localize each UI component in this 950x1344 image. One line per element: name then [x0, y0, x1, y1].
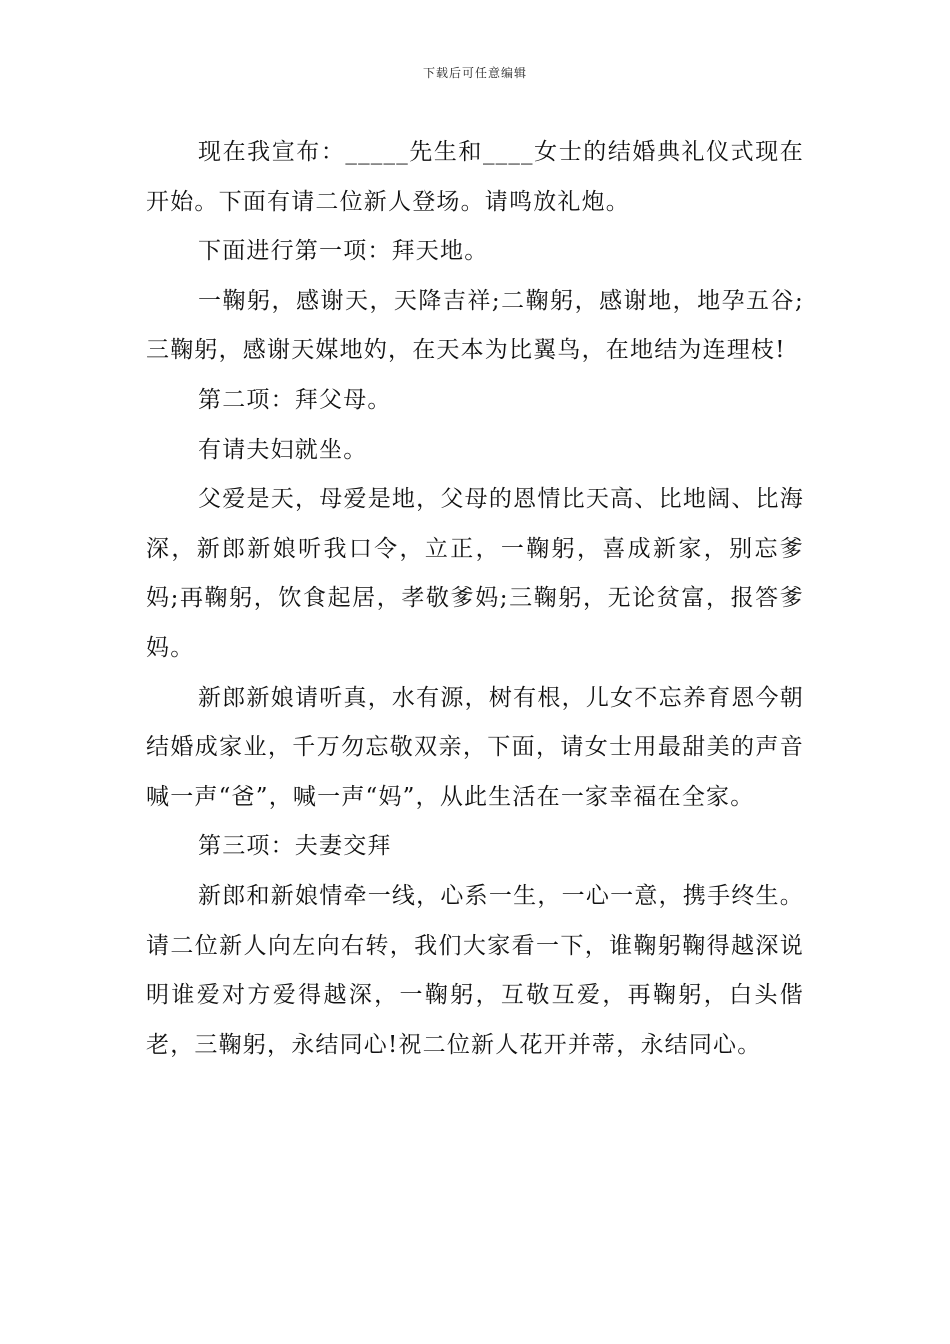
document-body: [146, 128, 804, 1070]
paragraph-announcement: 现在我宣布：_____先生和____女士的结婚典礼仪式现在开始。下面有请二位新人登场。请鸣放礼炮。: [146, 139, 804, 215]
paragraph-step-two-title: 第二项：拜父母。: [198, 386, 392, 413]
paragraph-couple-bows: 新郎和新娘情牵一线，心系一生，一心一意，携手终生。请二位新人向左向右转，我们大家看一下，谁鞠躬鞠得越深说明谁爱对方爱得越深，一鞠躬，互敬互爱，再鞠躬，白头偕老，三鞠躬，永结同心!祝二位新人花开并蒂，永结同心。: [146, 882, 804, 1058]
paragraph-step-one-bows: 一鞠躬，感谢天，天降吉祥;二鞠躬，感谢地，地孕五谷;三鞠躬，感谢天媒地妁，在天本为比翼鸟，在地结为连理枝!: [146, 287, 804, 364]
paragraph-step-one-title: 下面进行第一项：拜天地。: [198, 238, 489, 265]
paragraph-parents-bows: 父爱是天，母爱是地，父母的恩情比天高、比地阔、比海深，新郎新娘听我口令，立正，一鞠躬，喜成新家，别忘爹妈;再鞠躬，饮食起居，孝敬爹妈;三鞠躬，无论贫富，报答爹妈。: [146, 486, 804, 661]
paragraph-parents-seated: 有请夫妇就坐。: [198, 436, 368, 463]
page-header-note: 下载后可任意编辑: [422, 66, 527, 80]
paragraph-parents-gratitude: 新郎新娘请听真，水有源，树有根，儿女不忘养育恩今朝结婚成家业，千万勿忘敬双亲，下面，请女士用最甜美的声音喊一声“爸”，喊一声“妈”，从此生活在一家幸福在全家。: [146, 684, 804, 810]
paragraph-step-three-title: 第三项：夫妻交拜: [198, 833, 392, 860]
